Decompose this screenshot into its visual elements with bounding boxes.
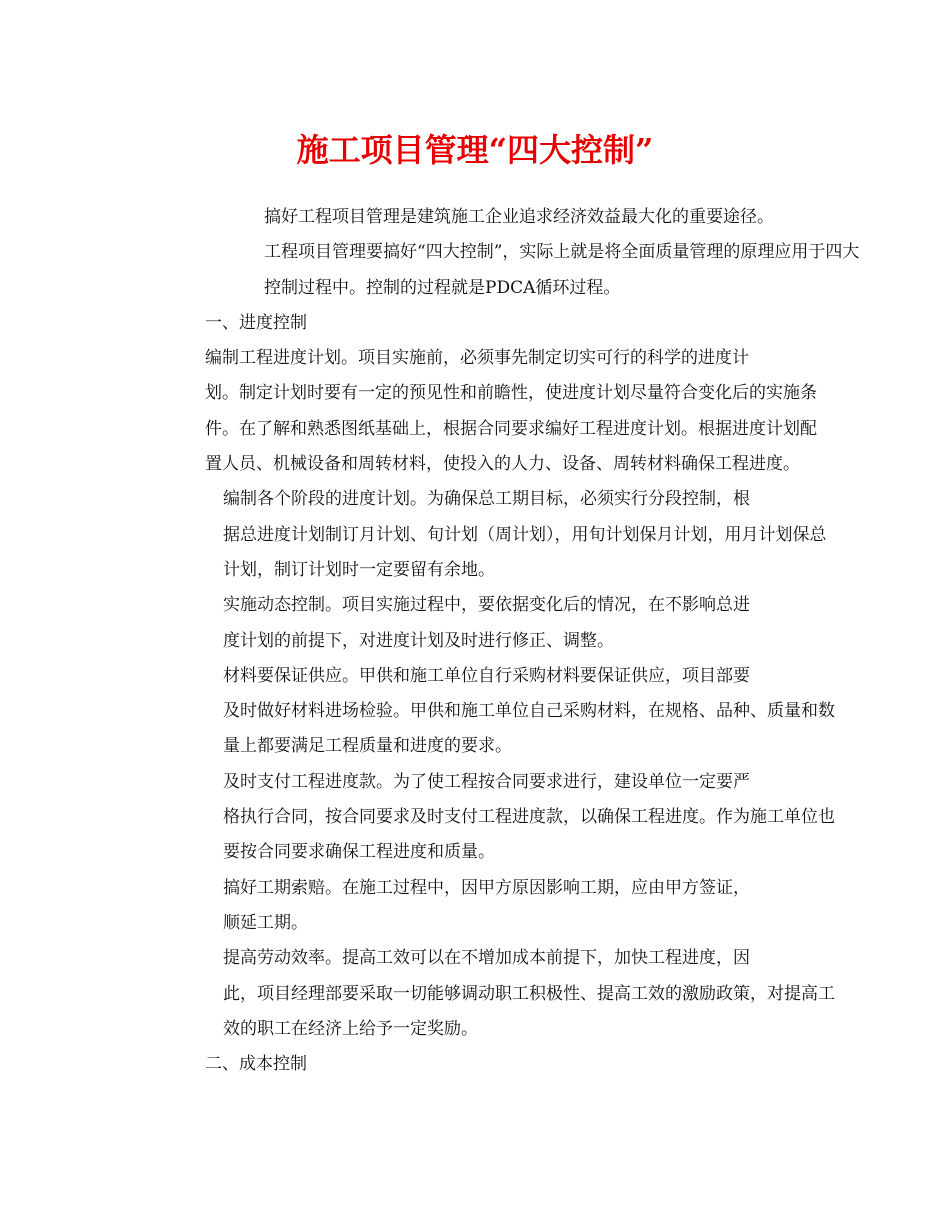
text-line: 搞好工程项目管理是建筑施工企业追求经济效益最大化的重要途径。 xyxy=(264,207,774,227)
text-line: 一、进度控制 xyxy=(205,312,307,333)
document-body xyxy=(142,200,860,1082)
text-line: 提高劳动效率。提高工效可以在不增加成本前提下，加快工程进度，因 xyxy=(223,948,750,969)
text-line: 量上都要满足工程质量和进度的要求。 xyxy=(223,736,512,757)
text-line: 搞好工期索赔。在施工过程中，因甲方原因影响工期，应由甲方签证， xyxy=(223,877,750,898)
body-paragraph xyxy=(142,659,835,765)
text-line: 二、成本控制 xyxy=(205,1054,307,1075)
text-line: 划。制定计划时要有一定的预见性和前瞻性，使进度计划尽量符合变化后的实施条 xyxy=(205,383,817,404)
text-line: 效的职工在经济上给予一定奖励。 xyxy=(223,1018,478,1039)
text-line: 编制工程进度计划。项目实施前，必须事先制定切实可行的科学的进度计 xyxy=(205,348,749,369)
text-line: 及时支付工程进度款。为了使工程按合同要求进行，建设单位一定要严 xyxy=(223,771,750,792)
text-line: 要按合同要求确保工程进度和质量。 xyxy=(223,842,495,863)
text-line: 及时做好材料进场检验。甲供和施工单位自己采购材料，在规格、品种、质量和数 xyxy=(223,701,835,722)
text-line: 编制各个阶段的进度计划。为确保总工期目标，必须实行分段控制，根 xyxy=(223,489,750,510)
text-line: 材料要保证供应。甲供和施工单位自行采购材料要保证供应，项目部要 xyxy=(223,665,750,686)
section-heading xyxy=(142,1047,814,1082)
text-line: 实施动态控制。项目实施过程中，要依据变化后的情况，在不影响总进 xyxy=(223,595,750,616)
body-paragraph xyxy=(142,871,814,942)
text-line: 格执行合同，按合同要求及时支付工程进度款，以确保工程进度。作为施工单位也 xyxy=(223,807,835,828)
text-line: 据总进度计划制订月计划、旬计划（周计划），用旬计划保月计划，用月计划保总 xyxy=(223,524,827,545)
document-title: 施工项目管理“四大控制” xyxy=(296,131,654,169)
text-line: 度计划的前提下，对进度计划及时进行修正、调整。 xyxy=(223,630,614,651)
body-paragraph xyxy=(142,200,860,306)
text-line: 此，项目经理部要采取一切能够调动职工积极性、提高工效的激励政策，对提高工 xyxy=(223,983,835,1004)
body-paragraph xyxy=(142,588,814,659)
section-heading xyxy=(142,306,814,341)
text-line: 工程项目管理要搞好“四大控制”，实际上就是将全面质量管理的原理应用于四大 xyxy=(264,242,860,263)
text-line: 计划，制订计划时一定要留有余地。 xyxy=(223,559,495,580)
body-paragraph xyxy=(142,482,827,588)
body-paragraph xyxy=(142,941,835,1047)
text-line: 件。在了解和熟悉图纸基础上，根据合同要求编好工程进度计划。根据进度计划配 xyxy=(205,418,817,439)
body-paragraph xyxy=(142,341,817,482)
text-line: 控制过程中。控制的过程就是PDCA循环过程。 xyxy=(264,277,621,298)
text-line: 顺延工期。 xyxy=(223,912,308,933)
body-paragraph xyxy=(142,765,835,871)
text-line: 置人员、机械设备和周转材料，使投入的人力、设备、周转材料确保工程进度。 xyxy=(205,454,800,475)
